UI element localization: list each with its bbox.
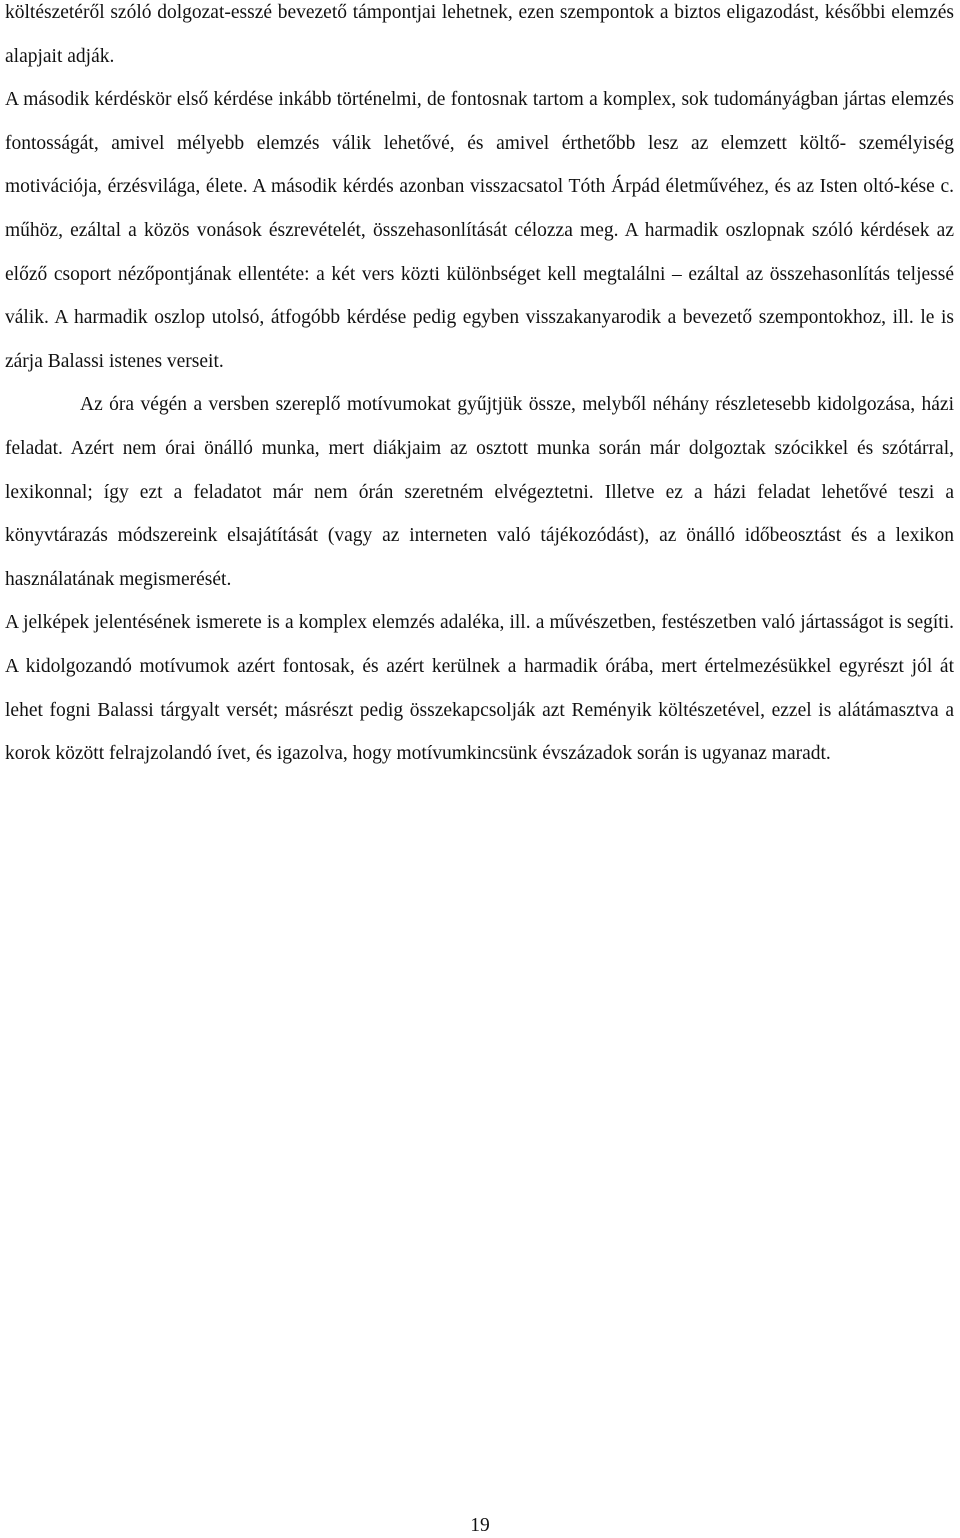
paragraph-3: Az óra végén a versben szereplő motívumokat gyűjtjük össze, melyből néhány részletesebb kidolgozása, házi feladat. Azért nem órai önálló munka, mert diákjaim az osztott munka során már dolgoztak szócikkel és szótárral, lexikonnal; így ezt a feladatot már nem órán szeretném elvégeztetni. Illetve ez a házi feladat lehetővé teszi a könyvtárazás módszereink elsajátítását (vagy az interneten való tájékozódást), az önálló időbeosztást és a lexikon használatának megismerését. <box>5 394 954 590</box>
page-body <box>5 0 954 776</box>
paragraph-4: A jelképek jelentésének ismerete is a komplex elemzés adaléka, ill. a művészetben, festészetben való jártasságot is segíti. A kidolgozandó motívumok azért fontosak, és azért kerülnek a harmadik órába, mert értelmezésükkel egyrészt jól át lehet fogni Balassi tárgyalt versét; másrészt pedig összekapcsolják azt Reményik költészetével, ezzel is alátámasztva a korok között felrajzolandó ívet, és igazolva, hogy motívumkincsünk évszázadok során is ugyanaz maradt. <box>5 612 954 765</box>
paragraph-1: költészetéről szóló dolgozat-esszé bevezető támpontjai lehetnek, ezen szempontok a biztos eligazodást, későbbi elemzés alapjait adják. <box>5 2 954 67</box>
paragraph-2: A második kérdéskör első kérdése inkább történelmi, de fontosnak tartom a komplex, sok tudományágban jártas elemzés fontosságát, amivel mélyebb elemzés válik lehetővé, és amivel érthetőbb lesz az elemzett költő- személyiség motivációja, érzésvilága, élete. A második kérdés azonban visszacsatol Tóth Árpád életművéhez, és az Isten oltó-kése c. műhöz, ezáltal a közös vonások észrevételét, összehasonlítását célozza meg. A harmadik oszlopnak szóló kérdések az előző csoport nézőpontjának ellentéte: a két vers közti különbséget kell megtalálni – ezáltal az összehasonlítás teljessé válik. A harmadik oszlop utolsó, átfogóbb kérdése pedig egyben visszakanyarodik a bevezető szempontokhoz, ill. le is zárja Balassi istenes verseit. <box>5 89 954 372</box>
page-number: 19 <box>470 1515 490 1536</box>
